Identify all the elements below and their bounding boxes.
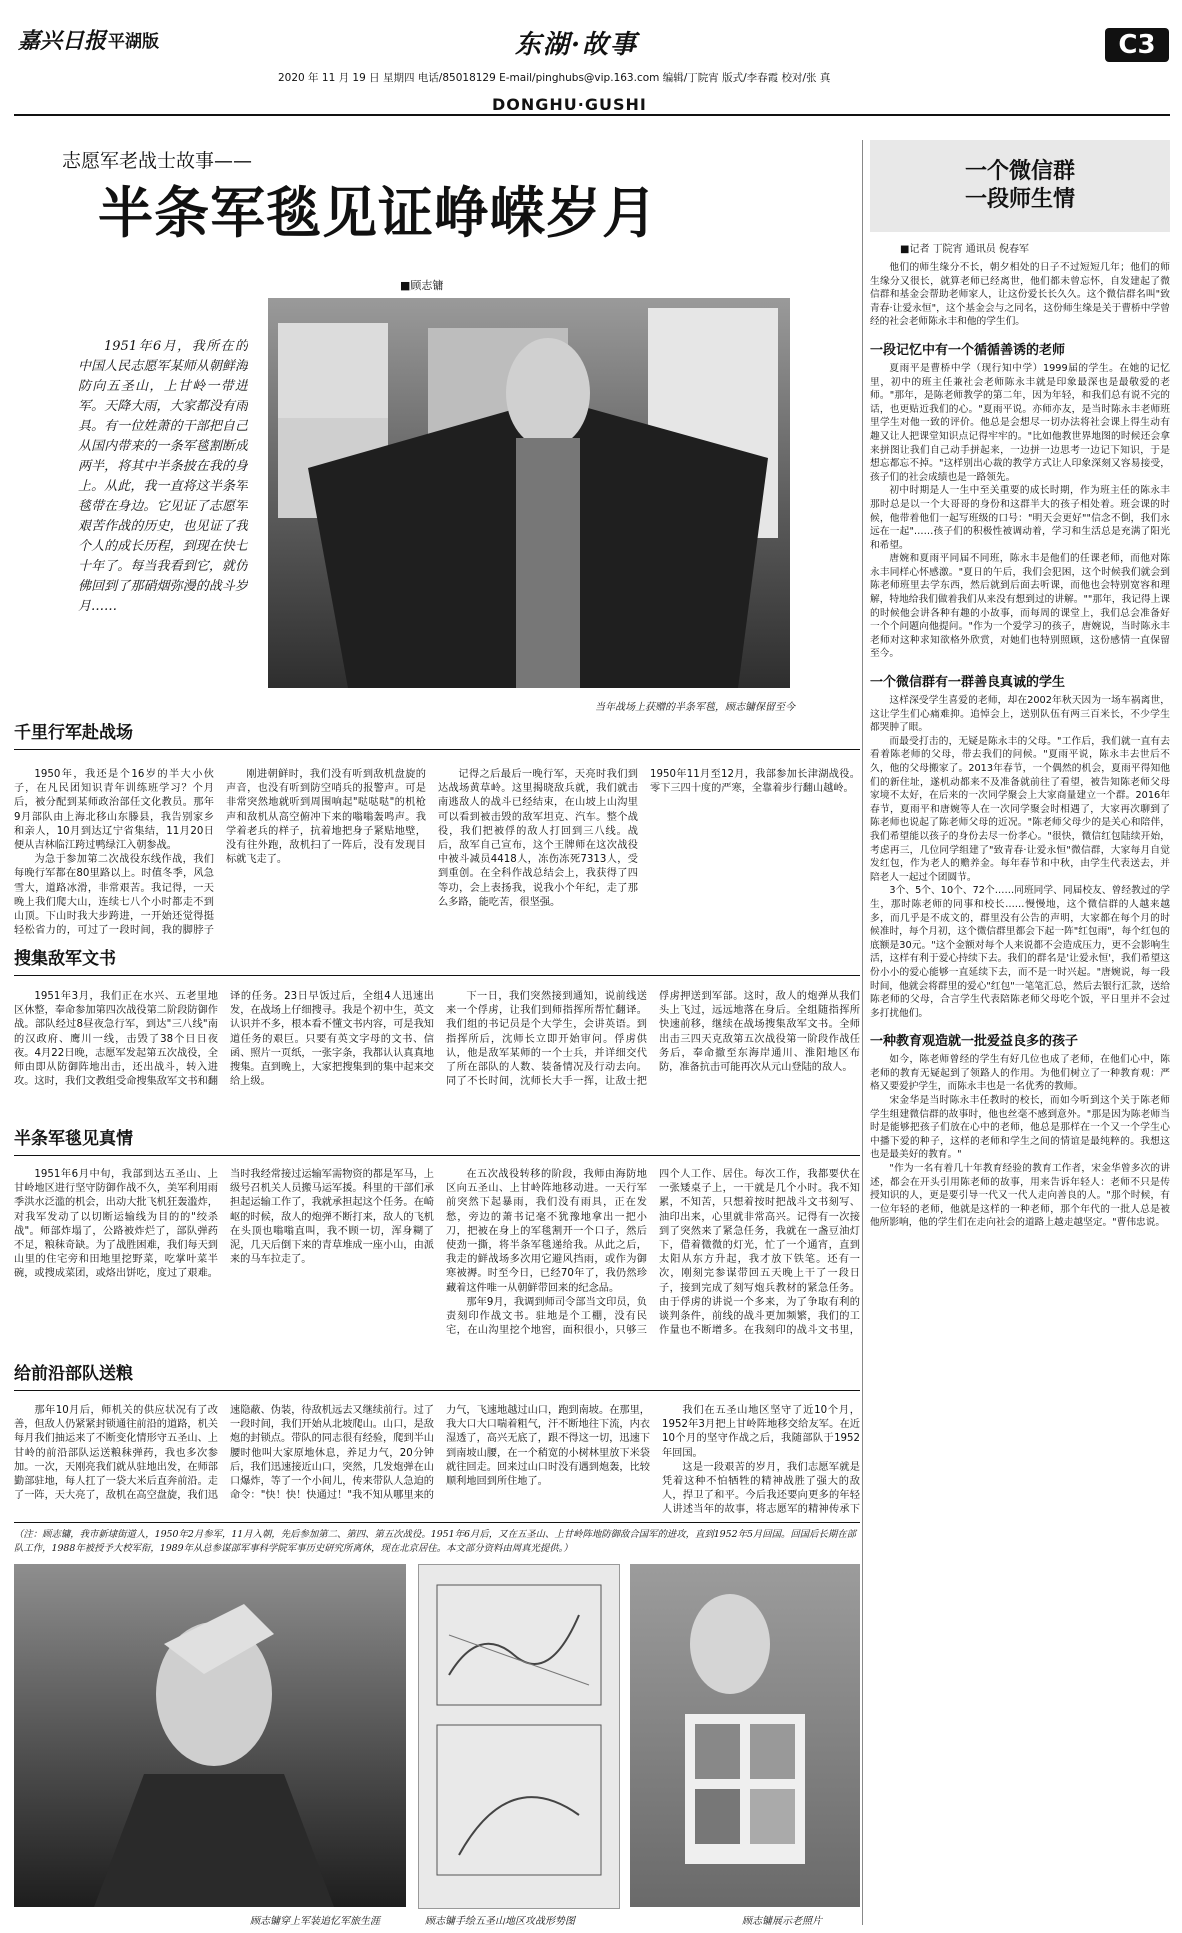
paragraph: 而最受打击的，无疑是陈永丰的父母。"工作后，我们就一直有去看着陈老师的父母，带去我们的问候。"夏雨平说，陈永丰去世后不久，他的父母搬家了。2013年春节，一个偶然的机会，夏雨平得知他们的新住址，遂机动都来不及准备就前往了看望，被告知陈老师父母家境不太好，在后来的一次同学聚会上大家商量建立一个群。2016年春节，夏雨平和唐婉等人在一次同学聚会时相遇了，大家再次聊到了陈老师也说起了陈老师父母的近况。"陈老师父母少的是关心和陪伴，我们希望能以孩子的身份去尽一份孝心。"很快，微信红包陆续开始，考虑再三，几位同学组建了"致青春·让爱永恒"微信群，大家每月自觉发红包，作为老人的赡养金。每年春节和中秋，由学生代表送去，并陪老人一起过个团圆节。	[870, 735, 1170, 883]
section-blanket-col-1	[14, 1168, 434, 1350]
veteran-figure-illustration	[268, 298, 790, 688]
sidebar-lead: 他们的师生缘分不长，朝夕相处的日子不过短短几年；他们的师生缘分又很长，就算老师已经离世，他们都未曾忘怀，自发建起了微信群和基金会帮助老师家人，让这份爱长长久久。这个微信群名叫"致青春·让爱永恒"，这个基金会与之同名，这份师生缘是关于曹桥中学曾经的社会老师陈永丰和他的学生们。	[870, 262, 1170, 328]
salute-figure-illustration	[14, 1564, 406, 1907]
section-heading-blanket: 半条军毯见真情	[14, 1129, 133, 1149]
section-logo: 东湖·故事	[515, 30, 639, 60]
paragraph: 在五次战役转移的阶段，我师由海防地区向五圣山、上甘岭阵地移动进。一天行军前突然下起暴雨，我们没有雨具，正在发愁，旁边的萧书记毫不犹豫地拿出一把小刀，把被在身上的军毯割开一个口子，然后使劲一撕，将半条军毯递给我。从此之后，我走的鲜战场多次用它避风挡雨，或作为御寒被褥。时至今日，已经70年了，我仍然珍藏着这件唯一从朝鲜带回来的纪念品。	[446, 1169, 647, 1294]
bottom-caption-map: 顾志镛手绘五圣山地区攻战形势图	[425, 1916, 575, 1927]
main-photo-caption: 当年战场上获赠的半条军毯，顾志镛保留至今	[595, 702, 795, 713]
masthead-rule	[14, 114, 1170, 116]
section-march-col-4	[650, 768, 860, 936]
section-supplies-col-1	[14, 1404, 650, 1516]
sidebar-subhead-wechat-group: 一个微信群有一群善良真诚的学生	[870, 675, 1066, 691]
paragraph: 为急于参加第二次战役东线作战，我们每晚行军都在80里路以上。时值冬季，风急雪大，道路冰滑，非常艰苦。我记得，一天晚上我们爬大山，连续七八个小时都走不到山顶。下山时我大步跨进，一开始还觉得挺轻松省力的，可过了一段时间，我的脚脖子	[14, 854, 214, 936]
paragraph: 1951年6月中旬，我部到达五圣山、上甘岭地区进行坚守防御作战不久，美军利用雨季洪水泛滥的机会，出动大批飞机狂轰滥炸，对我军发动了以切断运输线为目的的"绞杀战"。师部炸塌了，公路被炸烂了，部队弹药不足，粮秣奇缺。为了战胜困难，我们每天到山里的住宅旁和田地里挖野菜，吃掌叶菜半碗，或搜成菜团，或烙出饼吃，度过了艰难。当时我经常接过运输军需物资的都是军马，上级号召机关人员搬马运军援。科里的干部们承担起运输工作了，我就承担起这个任务。在崎岖的时候，敌人的炮弹不断打来，敌人的飞机在头顶也嗡嗡直叫，我不顾一切，浑身糊了泥，几天后倒下来的青草堆成一座小山，由派来的马车拉走了。	[14, 1169, 434, 1280]
sidebar-body	[870, 261, 1170, 1911]
album-illustration	[630, 1564, 860, 1907]
paragraph: 夏雨平是曹桥中学（现行知中学）1999届的学生。在她的记忆里，初中的班主任兼社会老师陈永丰就是印象最深也是最敬爱的老师。"那年，是陈老师教学的第二年，因为年轻，和我们总有说不完的话，也更贴近我们的心。"夏雨平说。亦师亦友，是当时陈永丰老师班里学生对他一致的评价。他总是会想尽一切办法将社会课上得生动有趣又让人把课堂知识点记得牢牢的。"比如他教世界地图的时候还会拿来拼图让我们自己动手拼起来，一边拼一边思考一边记下知识，于是想忘都忘不掉。"这样别出心裁的教学方式让人印象深刻又容易接受，孩子们的社会成绩也是一路领先。	[870, 362, 1170, 483]
sidebar-headline-block	[870, 140, 1170, 232]
sidebar-headline-2: 一段师生情	[964, 187, 1075, 212]
sidebar-subhead-education: 一种教育观造就一批爱益良多的孩子	[870, 1034, 1079, 1050]
salute-photo	[14, 1564, 406, 1907]
sidebar-byline: ■记者 丁院宵 通讯员 倪春军	[900, 244, 1029, 255]
paragraph: 我们在五圣山地区坚守了近10个月，1952年3月把上甘岭阵地移交给友军。在近10个月的坚守作战之后，我随部队于1952年回国。	[662, 1405, 860, 1459]
author-note: （注：顾志镛，我市新埭街道人，1950年2月参军，11月入朝，先后参加第二、第四、第五次战役。1951年6月后，又在五圣山、上甘岭阵地防御敌合国军的进攻，直到1952年5月回国。回国后长期在部队工作，1988年被授予大校军衔，1989年从总参谋部军事科学院军事历史研究所离休，现在北京居住。本文部分资料由周真光提供。）	[14, 1529, 857, 1554]
section-heading-march: 千里行军赴战场	[14, 723, 133, 743]
sidebar-story	[870, 140, 1170, 1925]
paragraph: 初中时期是人一生中至关重要的成长时期，作为班主任的陈永丰那时总是以一个大哥哥的身份和这群半大的孩子相处着。班会课的时候，他带着他们一起写班级的口号："明天会更好""信念不倒，我们永远在一起"……孩子们的积极性被调动着，学习和生活总是充满了阳光和希望。	[870, 485, 1170, 551]
paragraph: 刚进朝鲜时，我们没有听到敌机盘旋的声音，也没有听到防空哨兵的报警声。可是非常突然地就听到周围响起"哒哒哒"的机枪声和敌机从高空俯冲下来的嗡嗡轰鸣声。我学着老兵的样子，抗着地把身子紧贴地壁，没有往外跑，敌机扫了一阵后，没有发现目标就飞走了。	[226, 769, 426, 866]
section-pinyin: DONGHU·GUSHI	[492, 95, 647, 114]
note-rule	[14, 1522, 860, 1523]
hand-drawn-map-photo	[418, 1564, 620, 1909]
section-rule-march	[14, 749, 860, 750]
article-headline: 半条军毯见证峥嵘岁月	[98, 181, 659, 245]
sidebar-divider	[862, 140, 863, 1925]
section-march-col-1	[14, 768, 214, 936]
page-code-badge: C3	[1105, 28, 1169, 62]
paragraph: 1951年3月，我们正在水兴、五老里地区休整，奉命参加第四次战役第二阶段防御作战。部队经过8昼夜急行军，到达"三八线"南的汉政府、鹰川一线，击毁了38个日日夜夜。4月22日晚，志愿军发起第五次战役，全师由即从防御阵地出击，还出战斗，转入进攻。这时，我们文教组受命搜集敌军文书和翻译的任务。23日早饭过后，全组4人迅速出发，在战场上仔细搜寻。我是个初中生，英文认识并不多，根本看不懂文书内容，可是我知道任务的艰巨。只要有英文字母的文书、信函、照片一页纸，一张字条，我都认认真真地搜集。直到晚上，大家把搜集到的集中起来交给上级。	[14, 991, 434, 1088]
dateline: 2020 年 11 月 19 日 星期四 电话/85018129 E-mail/pinghubs@vip.163.com 编辑/丁院宵 版式/李春霞 校对/张 真	[278, 72, 831, 84]
edition-label: 平湖版	[108, 32, 159, 52]
paper-name: 嘉兴日报	[18, 28, 107, 54]
section-march-col-2	[226, 768, 426, 936]
masthead	[0, 0, 1182, 120]
section-documents-col-2	[446, 990, 860, 1118]
paragraph: 这样深受学生喜爱的老师，却在2002年秋天因为一场车祸离世，这让学生们心痛难抑。追悼会上，送别队伍有两三百米长，不少学生都哭肿了眼。	[870, 695, 1170, 734]
section-heading-supplies: 给前沿部队送粮	[14, 1364, 133, 1384]
paragraph: 记得之后最后一晚行军，天亮时我们到达战场黄草岭。这里揭晓敌兵就，我们就击南逃敌人的战斗已经结束，在山坡上山沟里可以看到被击毁的敌军坦克、汽车。整个战役，我们把被俘的敌人打回到三八线。战后，敌军自己宣布，这个王牌师在这次战役中被斗减员4418人，冻伤冻死7313人，受到重创。在全科作战总结会上，我获得了四等功，会上表扬我，说我小个年纪，走了那么多路，能吃苦，很坚强。	[438, 769, 638, 908]
section-blanket-col-2	[446, 1168, 860, 1350]
section-documents-col-1	[14, 990, 434, 1118]
section-supplies-col-2	[662, 1404, 860, 1516]
paragraph: 1950年11月至12月，我部参加长津湖战役。零下三四十度的严寒，全靠着步行翻山越岭。	[650, 769, 860, 795]
section-rule-supplies	[14, 1390, 860, 1391]
paragraph: 1950年，我还是个16岁的半大小伙子，在凡民团知识青年训练班学习？个月后，被分配到某师政治部任文化教员。那年9月部队由上海北移山东滕县，我告别家乡和亲人，10月到达辽宁省集结，11月20日便从吉林临江跨过鸭绿江入朝参战。	[14, 769, 214, 852]
paragraph: 下一日，我们突然接到通知，说前线送来一个俘虏，让我们到师指挥所帮忙翻译。我们组的书记员是个大学生，会讲英语。到指挥所后，沈师长立即开始审问。俘虏供认，他是敌军某师的一个士兵，并详细交代了所在部队的人数、装备情况及行动去向。同了不长时间，沈师长大手一挥，让敌士把俘虏押送到军部。这时，敌人的炮弹从我们头上飞过，远远地落在身后。全组随指挥所快速前移，继续在战场搜集敌军文书。全师出击三四天克敌第五次战役第一阶段作战任务后，奉命撤至东海岸通川、淮阳地区布防，准备抗击可能再次从元山登陆的敌人。	[446, 991, 860, 1088]
paragraph: 这是一段艰苦的岁月，我们志愿军就是凭着这种不怕牺牲的精神战胜了强大的敌人，捍卫了和平。今后我还要向更多的年轻人讲述当年的故事，将志愿军的精神传承下	[662, 1461, 860, 1516]
article-byline: ■顾志镛	[400, 279, 444, 292]
paragraph: 宋金华是当时陈永丰任教时的校长，而如今听到这个关于陈老师学生组建微信群的故事时，他也丝毫不感到意外。"那是因为陈老师当时是能够把孩子们放在心中的老师，他总是那样在一个又一个学生心中播下爱的种子，这样的老师和学生之间的情谊是最纯粹的。我想这也是最美好的教育。"	[870, 1095, 1170, 1161]
bottom-caption-salute: 顾志镛穿上军装追忆军旅生涯	[250, 1916, 380, 1927]
section-rule-blanket	[14, 1155, 860, 1156]
section-rule-documents	[14, 975, 860, 976]
article-intro: 1951年6月，我所在的中国人民志愿军某师从朝鲜海防向五圣山，上甘岭一带进军。天降大雨，大家都没有雨具。有一位姓萧的干部把自己从国内带来的一条军毯割断成两半，将其中半条披在我的身上。从此，我一直将这半条军毯带在身边。它见证了志愿军艰苦作战的历史，也见证了我个人的成长历程，到现在快七十年了。每当我看到它，就仿佛回到了那硝烟弥漫的战斗岁月……	[78, 339, 248, 614]
paragraph: 那年10月后，师机关的供应状况有了改善，但敌人仍紧紧封锁通往前沿的道路，机关每月我们抽运来了不断变化情形守五圣山、上甘岭的前沿部队运送粮秣弹药，我也多次参加。一次，天刚亮我们就从驻地出发，在师部勤部驻地，每人扛了一袋大米后直奔前沿。走了一阵，天大亮了，敌机在高空盘旋，我们迅速隐蔽、伪装，待敌机远去又继续前行。过了一段时间，我们开始从北坡爬山。山口，是敌炮的封锁点。带队的同志很有经验，爬到半山腰时他叫大家原地休息，养足力气，20分钟后，我们迅速接近山口，突然，几发炮弹在山口爆炸，等了一个小间儿，传来带队人急迫的命令："快！快！快通过！"我不知从哪里来的力气，飞速地越过山口，跑到南坡。在那里，我大口大口喘着粗气，汗不断地往下流，内衣湿透了，高兴无底了，跟不得这一切，迅速下到南坡山腰，在一个稍宽的小树林里放下米袋就往回走。回来过山口时没有遇到炮轰，比较顺利地回到所住地了。	[14, 1405, 650, 1502]
veteran-blanket-photo	[268, 298, 790, 688]
paragraph: 那年9月，我调到师司令部当文印员，负责刻印作战文书。驻地是个工棚，没有民宅，在山沟里挖个地窖，面积很小，只够三四个人工作、居住。每次工作，我都要伏在一张矮桌子上，一干就是几个小时。我不知累，不知苦，只想着按时把战斗文书刻写、油印出来，心里就非常高兴。记得有一次接到了突然来了紧急任务，我就在一盏豆油灯下，借着微微的灯光，忙了一个通宵，直到太阳从东方升起，我才放下铁笔。还有一次，刚刻完参谋带回五天晚上干了一段日子，接到完成了刻写炮兵教材的紧急任务。由于俘虏的讲说一个多来，为了争取有利的谈判条件，前线的战斗更加频繁，我们的工作量也不断增多。在我刻印的战斗文书里，	[446, 1169, 860, 1337]
article-kicker: 志愿军老战士故事——	[62, 150, 253, 172]
paragraph: 3个、5个、10个、72个……同班同学、同届校友、曾经教过的学生，那时陈老师的同事和校长……慢慢地，这个微信群的人越来越多，而几乎是不成文的，群里没有公告的声明，大家都在每个月的时候准时，每个月初，这个微信群里都会下起一阵"红包雨"，每个红包的底额是30元。"这个金额对每个人来说都不会造成压力，更不会影响生活，这样有利于爱心持续下去。我们的群名是'让爱永恒'，我们希望这份小小的爱心能够一直延续下去，而不是一时兴起。"唐婉说，每一段时间，他就会将群里的爱心"红包"一笔笔汇总，然后去银行汇款，送给陈老师的父母，合言学生代表陪陈老师父母吃个饭，平日里并不会过多打扰他们。	[870, 885, 1170, 1019]
section-march-col-3	[438, 768, 638, 936]
sidebar-subhead-memory: 一段记忆中有一个循循善诱的老师	[870, 342, 1066, 358]
paragraph: "作为一名有着几十年教育经验的教育工作者，宋金华曾多次的讲述，都会在开头引用陈老师的故事，用来告诉年轻人：老师不只是传授知识的人，更是要引导一代又一代人走向善良的人。"那个时候，有一位年轻的老师，他就是这样的一种老师，那个年代的一批人总是被他所影响，他的学生们在走向社会的道路上越走越坚定。"曹伟忠说。	[870, 1163, 1170, 1229]
map-sketch-illustration	[419, 1565, 619, 1908]
old-photos-album-photo	[630, 1564, 860, 1907]
bottom-caption-album: 顾志镛展示老照片	[742, 1916, 822, 1927]
sidebar-headline-1: 一个微信群	[964, 159, 1075, 184]
paragraph: 唐婉和夏雨平同届不同班，陈永丰是他们的任课老师，而他对陈永丰同样心怀感激。"夏日的午后，我们会犯困，这个时候我们就会到陈老师班里去学东西，然后就到后面去听课，而他也会特别宽容和理解，特地给我们做着我们从来没有想到过的讲解。""那年，我记得上课的时候他会讲各种有趣的小故事，而每周的课堂上，我们总会准备好一个个问题向他提问。"作为一个爱学习的孩子，唐婉说，当时陈永丰老师对这种求知欲格外欣赏，对她们也特别照顾，这份感情一直保留至今。	[870, 553, 1170, 660]
section-heading-documents: 搜集敌军文书	[14, 949, 116, 969]
paragraph: 如今，陈老师曾经的学生有好几位也成了老师，在他们心中，陈老师的教育无疑起到了领路人的作用。为他们树立了一种教育观：严格又要爱护学生，而陈永丰也是一名优秀的教师。	[870, 1054, 1170, 1093]
